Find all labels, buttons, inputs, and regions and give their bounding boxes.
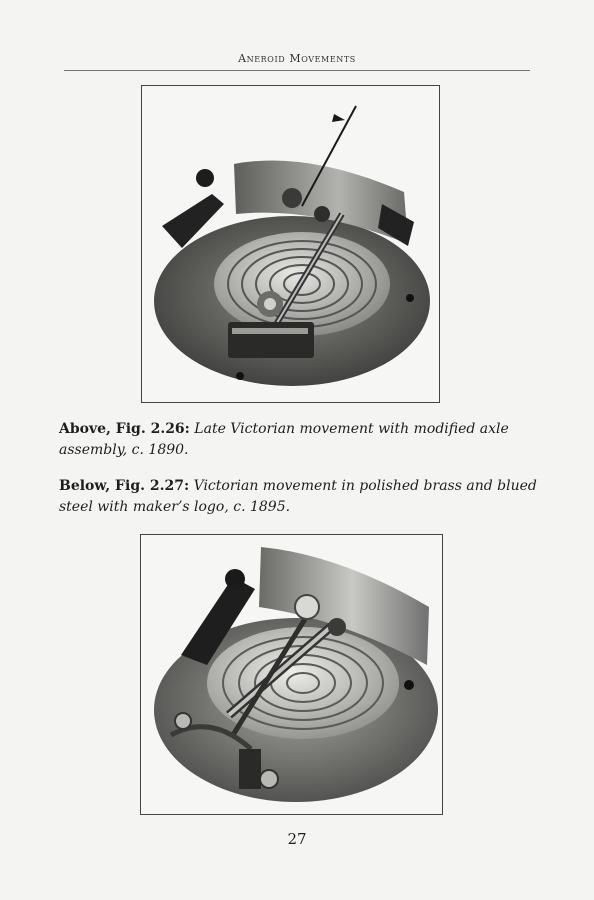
figure-2-26-text: Late Victorian movement with modified axle assembly, c. 1890. <box>59 421 509 458</box>
figure-2-27-text: Victorian movement in polished brass and blued steel with maker’s logo, c. 1895. <box>59 478 537 515</box>
figure-2-27-caption <box>59 476 537 518</box>
figure-2-26-photo <box>141 85 440 403</box>
figure-2-26-caption <box>59 419 537 461</box>
page-number: 27 <box>287 830 307 848</box>
figure-2-27-photo <box>140 534 443 815</box>
figure-2-26-label: Above, Fig. 2.26: <box>59 421 190 437</box>
header-rule <box>64 70 530 71</box>
running-head: Aneroid Movements <box>238 52 356 65</box>
figure-2-27-label: Below, Fig. 2.27: <box>59 478 190 494</box>
